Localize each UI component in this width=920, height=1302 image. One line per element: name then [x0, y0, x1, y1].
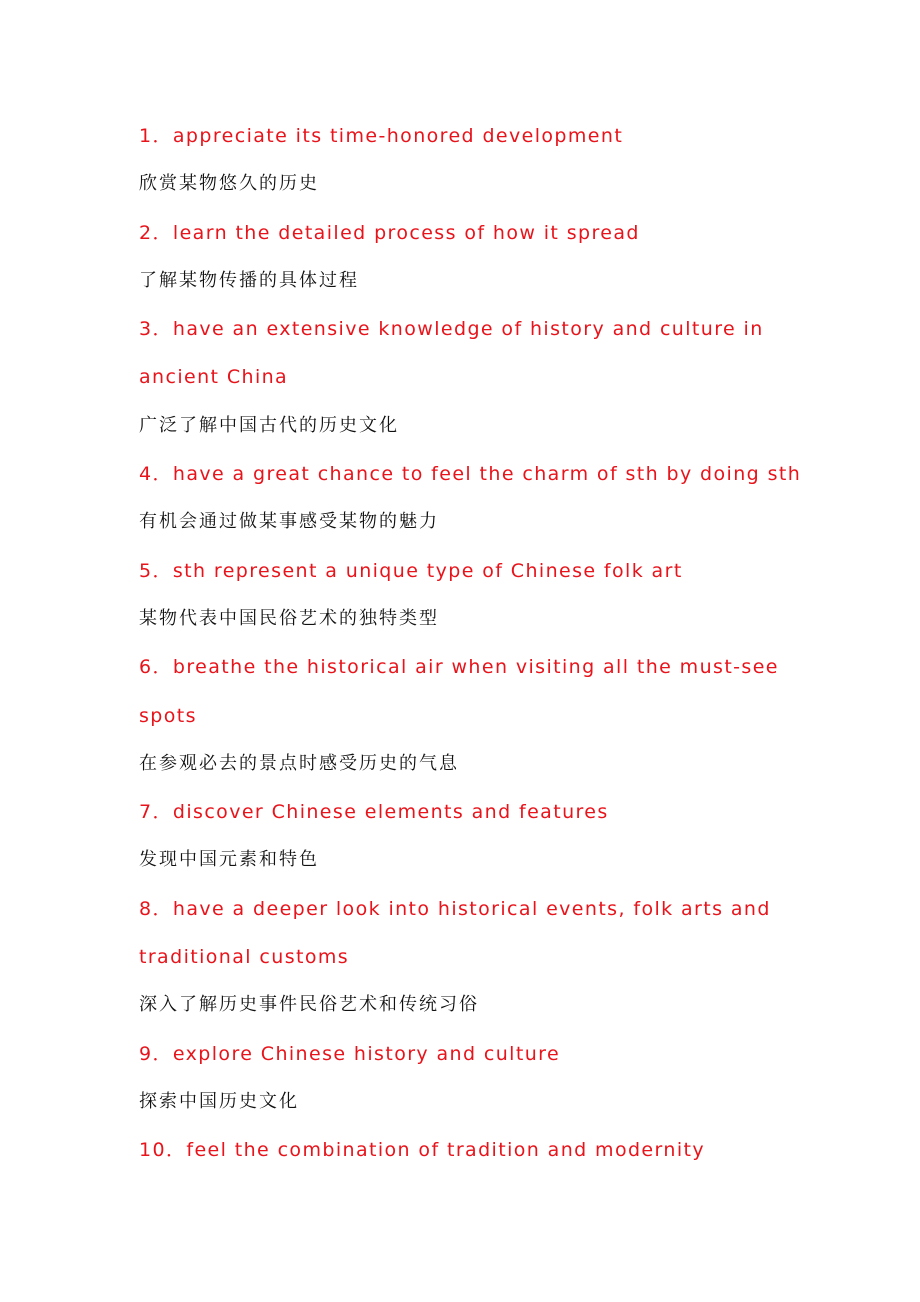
- phrase-6-english-cont: spots: [139, 704, 197, 727]
- phrase-3-english-cont: ancient China: [139, 366, 289, 389]
- phrase-8-chinese: 深入了解历史事件民俗艺术和传统习俗: [139, 994, 479, 1016]
- phrase-7-english: 7．discover Chinese elements and features: [139, 801, 609, 824]
- phrase-10-english: 10．feel the combination of tradition and modernity: [139, 1139, 706, 1162]
- phrase-list: [139, 112, 802, 1175]
- phrase-9-chinese: 探索中国历史文化: [139, 1090, 299, 1112]
- phrase-8-english: 8．have a deeper look into historical events, folk arts and: [139, 897, 771, 920]
- phrase-4-chinese: 有机会通过做某事感受某物的魅力: [139, 511, 439, 533]
- phrase-3-english: 3．have an extensive knowledge of history and culture in: [139, 318, 764, 341]
- phrase-3-chinese: 广泛了解中国古代的历史文化: [139, 414, 399, 436]
- phrase-5-chinese: 某物代表中国民俗艺术的独特类型: [139, 607, 439, 629]
- phrase-1-english: 1．appreciate its time-honored development: [139, 125, 624, 147]
- phrase-1-chinese: 欣赏某物悠久的历史: [139, 173, 319, 195]
- phrase-9-english: 9．explore Chinese history and culture: [139, 1042, 561, 1065]
- phrase-5-english: 5．sth represent a unique type of Chinese folk art: [139, 559, 683, 582]
- phrase-8-english-cont: traditional customs: [139, 946, 350, 969]
- phrase-7-chinese: 发现中国元素和特色: [139, 849, 319, 871]
- phrase-2-chinese: 了解某物传播的具体过程: [139, 269, 359, 291]
- phrase-4-english: 4．have a great chance to feel the charm of sth by doing sth: [139, 463, 802, 486]
- phrase-6-chinese: 在参观必去的景点时感受历史的气息: [139, 752, 459, 774]
- phrase-6-english: 6．breathe the historical air when visiting all the must-see: [139, 656, 779, 679]
- phrase-2-english: 2．learn the detailed process of how it spread: [139, 221, 640, 244]
